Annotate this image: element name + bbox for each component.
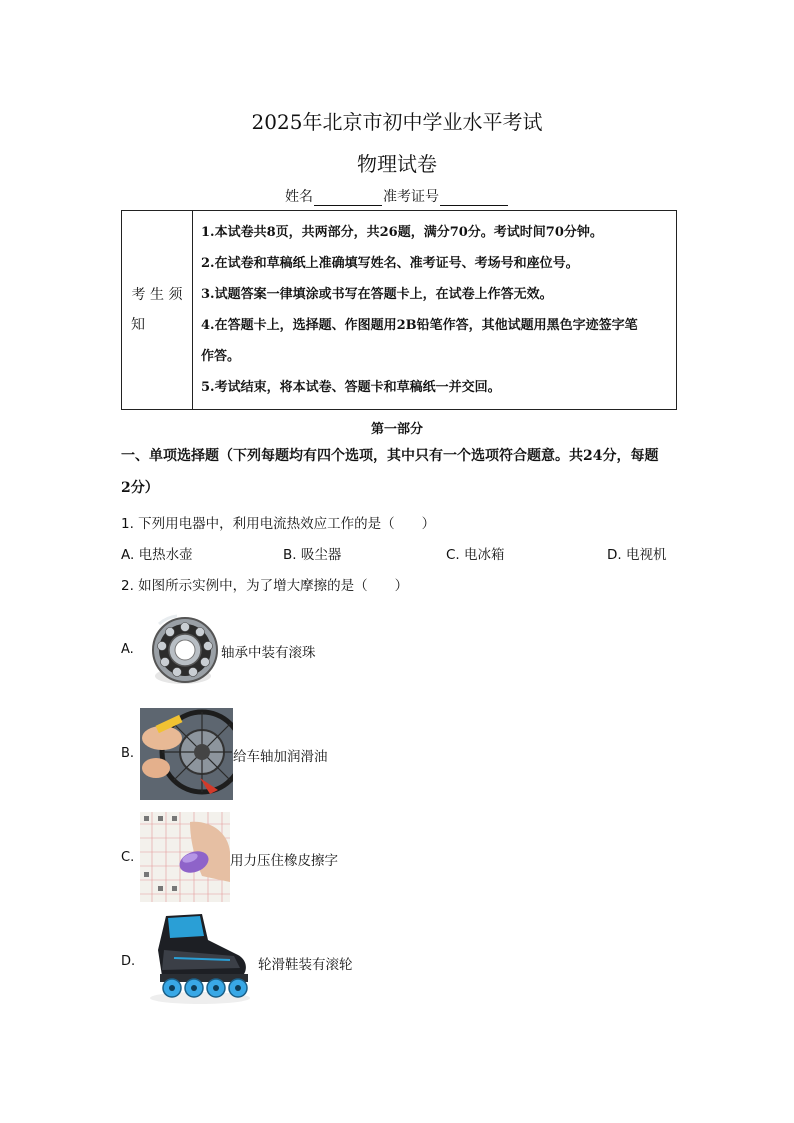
section-heading-line1: 一、单项选择题（下列每题均有四个选项，其中只有一个选项符合题意。共24分，每题 xyxy=(121,448,659,464)
notice-label-line1: 考 生 须 xyxy=(131,287,183,303)
notice-rule-5: 5.考试结束，将本试卷、答题卡和草稿纸一并交回。 xyxy=(201,380,501,395)
q1-option-a: A. 电热水壶 xyxy=(121,547,193,563)
q2-option-c-letter: C. xyxy=(121,850,135,865)
question-1-stem: 1. 下列用电器中，利用电流热效应工作的是（ ） xyxy=(121,516,436,532)
q2-option-a-letter: A. xyxy=(121,642,134,657)
q1-option-c: C. 电冰箱 xyxy=(446,547,505,563)
q2-option-d-letter: D. xyxy=(121,954,136,969)
q2-option-a-text: 轴承中装有滚珠 xyxy=(221,645,316,661)
notice-rule-4-cont: 作答。 xyxy=(201,349,241,364)
q2-option-c-text: 用力压住橡皮擦字 xyxy=(230,853,338,869)
notice-rule-3: 3.试题答案一律填涂或书写在答题卡上，在试卷上作答无效。 xyxy=(201,287,553,302)
q1-option-d: D. 电视机 xyxy=(607,547,667,563)
exam-subtitle: 物理试卷 xyxy=(357,152,437,176)
section-heading-line2: 2分） xyxy=(121,480,159,496)
q1-option-b: B. 吸尘器 xyxy=(283,547,342,563)
inline-skate-image xyxy=(144,910,256,1006)
notice-rule-1: 1.本试卷共8页，共两部分，共26题，满分70分。考试时间70分钟。 xyxy=(201,225,603,240)
exam-title: 2025年北京市初中学业水平考试 xyxy=(251,110,543,134)
bike-oil-image xyxy=(140,708,233,800)
eraser-image xyxy=(140,812,230,902)
q2-option-d-text: 轮滑鞋装有滚轮 xyxy=(258,957,353,973)
name-blank xyxy=(314,191,382,206)
notice-rules xyxy=(193,211,677,410)
notice-rule-4: 4.在答题卡上，选择题、作图题用2B铅笔作答，其他试题用黑色字迹签字笔 xyxy=(201,318,638,333)
bearing-image xyxy=(147,604,219,694)
id-blank xyxy=(440,191,508,206)
section-heading xyxy=(121,440,681,504)
notice-label-line2: 知 xyxy=(131,317,145,333)
notice-rule-2: 2.在试卷和草稿纸上准确填写姓名、准考证号、考场号和座位号。 xyxy=(201,256,579,271)
question-2-stem: 2. 如图所示实例中，为了增大摩擦的是（ ） xyxy=(121,578,409,594)
q2-option-b-letter: B. xyxy=(121,746,135,761)
q2-option-b-text: 给车轴加润滑油 xyxy=(233,749,328,765)
part-title: 第一部分 xyxy=(370,422,423,437)
id-label: 准考证号 xyxy=(383,189,439,205)
name-label: 姓名 xyxy=(285,189,313,205)
candidate-notice-table xyxy=(121,210,677,410)
notice-label xyxy=(122,211,193,410)
candidate-info-line xyxy=(0,186,794,206)
